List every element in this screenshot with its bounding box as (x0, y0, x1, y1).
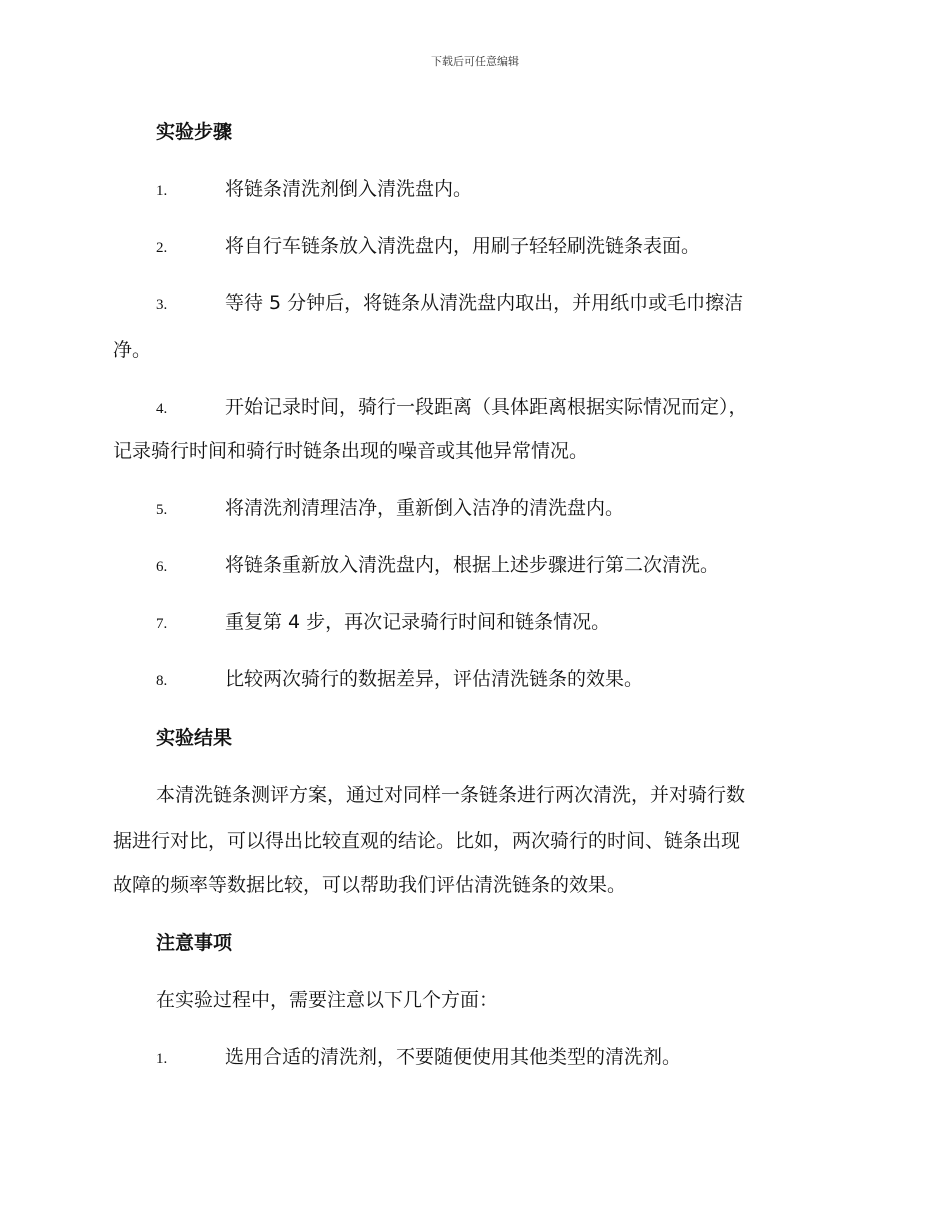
list-item-number: 5. (156, 502, 168, 518)
section-title-notes: 注意事项 (156, 932, 233, 954)
list-item-number: 1. (156, 183, 168, 199)
list-item (113, 288, 837, 315)
list-item-text: 将链条重新放入清洗盘内，根据上述步骤进行第二次清洗。 (225, 554, 720, 576)
list-item-text: 将自行车链条放入清洗盘内，用刷子轻轻刷洗链条表面。 (225, 235, 701, 257)
list-item-text: 将清洗剂清理洁净，重新倒入洁净的清洗盘内。 (225, 497, 625, 519)
list-item-number: 2. (156, 240, 168, 256)
list-item (113, 174, 837, 201)
section-title-steps: 实验步骤 (156, 121, 233, 143)
page-header-note: 下载后可任意编辑 (431, 55, 519, 68)
list-item (113, 607, 837, 634)
list-item (113, 664, 837, 691)
list-item (113, 1042, 837, 1069)
list-item-number: 3. (156, 297, 168, 313)
list-item-text: 比较两次骑行的数据差异，评估清洗链条的效果。 (225, 668, 644, 690)
list-item-text: 开始记录时间，骑行一段距离（具体距离根据实际情况而定）， (225, 396, 748, 418)
results-paragraph-line: 故障的频率等数据比较，可以帮助我们评估清洗链条的效果。 (113, 874, 627, 896)
list-item (113, 493, 837, 520)
list-item (113, 392, 837, 419)
list-item-number: 8. (156, 673, 168, 689)
list-item-number: 4. (156, 401, 168, 417)
list-item (113, 231, 837, 258)
list-item-text: 选用合适的清洗剂，不要随便使用其他类型的清洗剂。 (225, 1046, 682, 1068)
notes-intro: 在实验过程中，需要注意以下几个方面： (156, 989, 499, 1011)
list-item-continuation: 净。 (113, 339, 152, 361)
list-item (113, 550, 837, 577)
results-paragraph-line: 本清洗链条测评方案，通过对同样一条链条进行两次清洗，并对骑行数 (156, 784, 746, 806)
list-item-text: 重复第 4 步，再次记录骑行时间和链条情况。 (225, 611, 611, 633)
list-item-number: 6. (156, 559, 168, 575)
list-item-text: 等待 5 分钟后，将链条从清洗盘内取出，并用纸巾或毛巾擦洁 (225, 292, 744, 314)
list-item-number: 1. (156, 1051, 168, 1067)
list-item-text: 将链条清洗剂倒入清洗盘内。 (225, 178, 473, 200)
list-item-continuation: 记录骑行时间和骑行时链条出现的噪音或其他异常情况。 (113, 440, 589, 462)
section-title-results: 实验结果 (156, 727, 233, 749)
results-paragraph-line: 据进行对比，可以得出比较直观的结论。比如，两次骑行的时间、链条出现 (113, 830, 741, 852)
list-item-number: 7. (156, 616, 168, 632)
